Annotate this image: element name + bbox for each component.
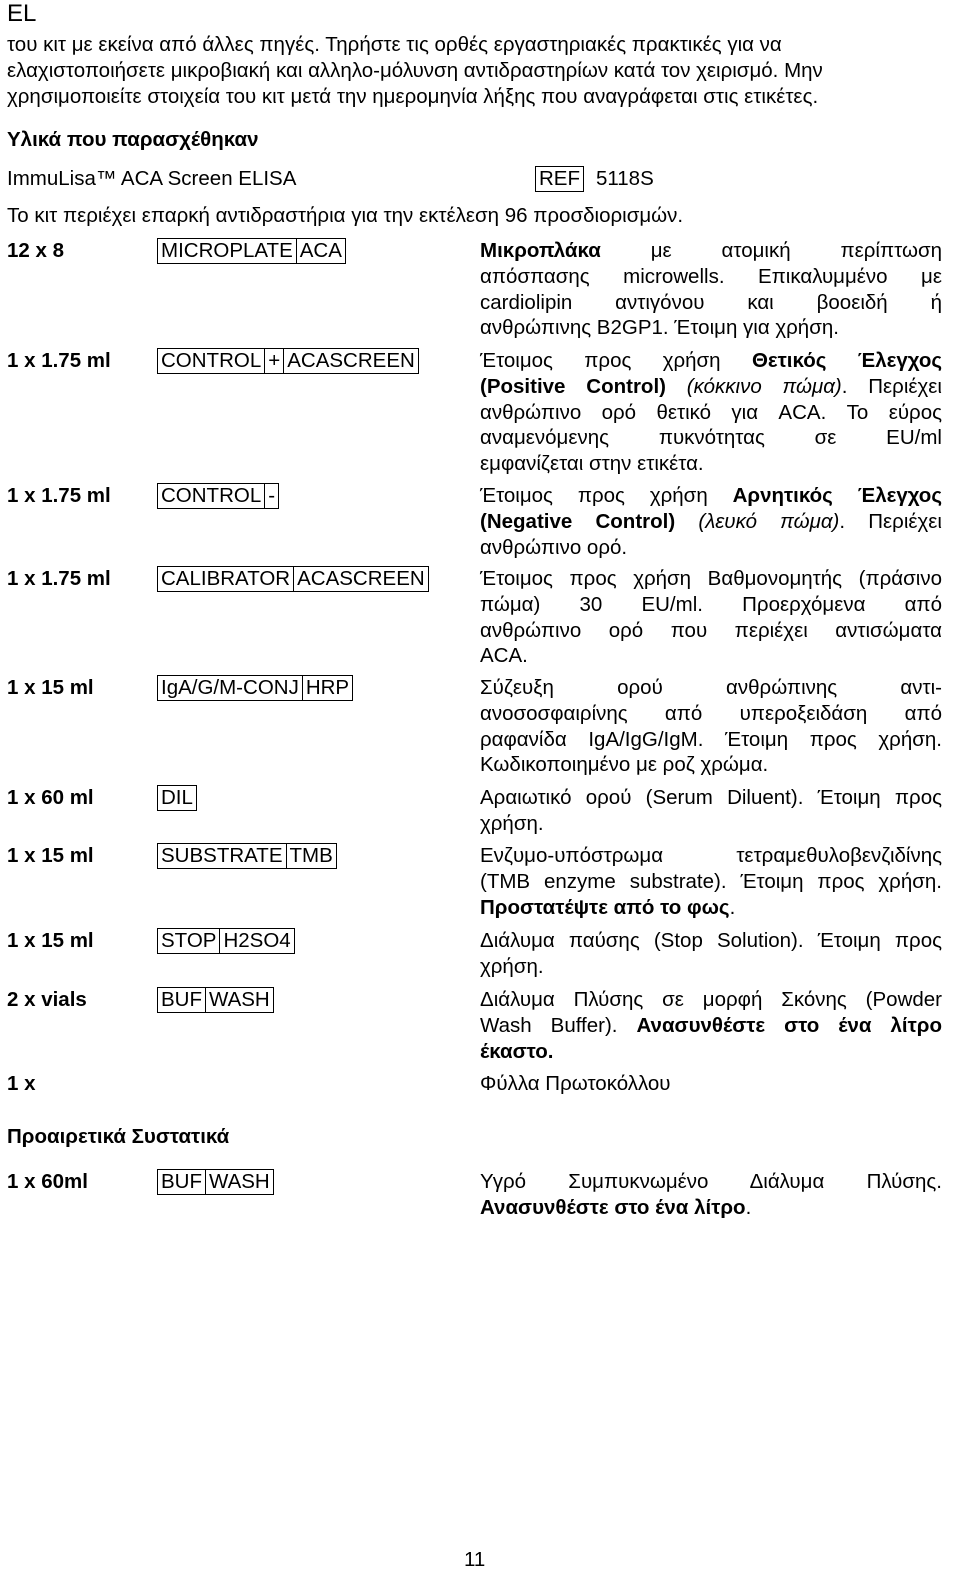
item-quantity: 1 x 1.75 ml xyxy=(7,349,111,372)
label-box: + xyxy=(265,348,284,374)
intro-paragraph xyxy=(7,32,955,110)
desc-bold: έκαστο. xyxy=(480,1039,554,1063)
label-box: DIL xyxy=(157,785,197,811)
label-box: - xyxy=(265,483,279,509)
item-label xyxy=(157,675,353,701)
item-description xyxy=(480,843,942,920)
desc-text: ανθρώπινο ορό. xyxy=(480,535,628,559)
desc-text: Έτοιμος προς χρήση xyxy=(480,484,733,507)
item-label xyxy=(157,348,419,374)
desc-bold: (Negative Control) xyxy=(480,509,676,533)
desc-text: Αραιωτικό ορού (Serum Diluent). Έτοιμη προς xyxy=(480,786,942,809)
item-description xyxy=(480,675,942,778)
desc-text: χρήση. xyxy=(480,811,544,835)
ref-code: 5118S xyxy=(596,167,654,190)
desc-text: Σύζευξη ορού ανθρώπινης αντι- xyxy=(480,676,942,699)
desc-bold: Προστατέψτε από το φως xyxy=(480,895,730,919)
item-description xyxy=(480,566,942,669)
desc-text: ανθρώπινο ορό που περιέχει αντισώματα xyxy=(480,618,942,642)
item-label xyxy=(157,566,429,592)
desc-text: Έτοιμος προς χρήση xyxy=(480,349,752,372)
desc-text: με ατομική περίπτωση xyxy=(600,239,942,262)
item-description xyxy=(480,238,942,341)
item-description xyxy=(480,987,942,1064)
item-label xyxy=(157,928,295,954)
product-line xyxy=(7,166,957,194)
desc-text: Διάλυμα παύσης (Stop Solution). Έτοιμη προς xyxy=(480,929,942,952)
desc-text: Διάλυμα Πλύσης σε μορφή Σκόνης (Powder xyxy=(480,988,942,1011)
desc-text: (TMB enzyme substrate). Έτοιμη προς χρήση. xyxy=(480,869,942,893)
label-box: BUF xyxy=(157,987,206,1013)
language-code: EL xyxy=(7,0,37,27)
desc-text: . Περιέχει xyxy=(839,509,942,533)
desc-text: . xyxy=(745,1195,752,1219)
item-description xyxy=(480,483,942,560)
desc-text: cardiolipin αντιγόνου και βοοειδή ή xyxy=(480,290,942,314)
item-quantity: 1 x 15 ml xyxy=(7,676,94,699)
label-box: ACASCREEN xyxy=(284,348,419,374)
label-box: BUF xyxy=(157,1169,206,1195)
label-box: SUBSTRATE xyxy=(157,843,287,869)
materials-heading: Υλικά που παρασχέθηκαν xyxy=(7,128,259,151)
desc-bold: Θετικός Έλεγχος xyxy=(751,349,942,372)
product-ref xyxy=(535,166,654,192)
item-quantity: 12 x 8 xyxy=(7,239,64,262)
item-label xyxy=(157,987,274,1013)
label-box: H2SO4 xyxy=(220,928,294,954)
item-label xyxy=(157,785,197,811)
label-box: CONTROL xyxy=(157,483,265,509)
item-quantity: 1 x 60 ml xyxy=(7,786,94,809)
kit-contains-text: Το κιτ περιέχει επαρκή αντιδραστήρια για την εκτέλεση 96 προσδιορισμών. xyxy=(7,204,684,227)
item-description xyxy=(480,1169,942,1221)
desc-text: ACA. xyxy=(480,644,528,668)
desc-text: αναμενόμενης πυκνότητας σε EU/ml xyxy=(480,426,942,450)
desc-text: Φύλλα Πρωτοκόλλου xyxy=(480,1072,671,1095)
desc-text: . Περιέχει xyxy=(841,374,942,398)
desc-text: πώμα) 30 EU/ml. Προερχόμενα από xyxy=(480,592,942,616)
label-box: ACA xyxy=(297,238,346,264)
label-box: CONTROL xyxy=(157,348,265,374)
desc-text: Έτοιμος προς χρήση Βαθμονομητής (πράσινο xyxy=(480,567,942,590)
item-quantity: 1 x 1.75 ml xyxy=(7,567,111,590)
item-quantity: 2 x vials xyxy=(7,988,87,1011)
item-description xyxy=(480,1071,942,1097)
item-quantity: 1 x 1.75 ml xyxy=(7,484,111,507)
item-label xyxy=(157,483,279,509)
desc-text: ανοσοσφαιρίνης από υπεροξειδάση από xyxy=(480,701,942,725)
desc-text: Υγρό Συμπυκνωμένο Διάλυμα Πλύσης. xyxy=(480,1170,942,1193)
ref-symbol: REF xyxy=(535,166,584,192)
item-label xyxy=(157,1169,274,1195)
label-box: TMB xyxy=(287,843,337,869)
item-description xyxy=(480,785,942,837)
desc-text: ανθρώπινης B2GP1. Έτοιμη για χρήση. xyxy=(480,316,839,340)
intro-line: του κιτ με εκείνα από άλλες πηγές. Τηρήστε τις ορθές εργαστηριακές πρακτικές για να xyxy=(7,33,782,56)
desc-text: χρήση. xyxy=(480,954,544,978)
item-quantity: 1 x 60ml xyxy=(7,1170,88,1193)
item-quantity: 1 x 15 ml xyxy=(7,844,94,867)
item-label xyxy=(157,843,337,869)
desc-text: ανθρώπινο ορό θετικό για ACA. Το εύρος xyxy=(480,400,942,424)
intro-line: ελαχιστοποιήσετε μικροβιακή και αλληλο-μόλυνση αντιδραστηρίων κατά τον χειρισμό. Μην xyxy=(7,59,823,82)
label-box: CALIBRATOR xyxy=(157,566,294,592)
desc-text: ραφανίδα IgA/IgG/IgM. Έτοιμη προς χρήση. xyxy=(480,727,942,751)
desc-text: . xyxy=(729,895,736,919)
desc-text: απόσπασης microwells. Επικαλυμμένο με xyxy=(480,264,942,288)
label-box: WASH xyxy=(206,1169,274,1195)
item-label xyxy=(157,238,346,264)
label-box: HRP xyxy=(303,675,353,701)
optional-heading: Προαιρετικά Συστατικά xyxy=(7,1125,230,1148)
label-box: ACASCREEN xyxy=(294,566,429,592)
desc-text: Κωδικοποιημένο με ροζ χρώμα. xyxy=(480,753,769,777)
desc-text: εμφανίζεται στην ετικέτα. xyxy=(480,452,704,476)
desc-bold: Αρνητικός Έλεγχος xyxy=(732,484,942,507)
item-quantity: 1 x xyxy=(7,1072,36,1095)
desc-italic: (κόκκινο πώμα) xyxy=(665,374,842,398)
label-box: STOP xyxy=(157,928,220,954)
desc-bold: Μικροπλάκα xyxy=(480,239,601,262)
desc-italic: (λευκό πώμα) xyxy=(675,509,840,533)
desc-text: Ενζυμο-υπόστρωμα τετραμεθυλοβενζιδίνης xyxy=(480,844,942,867)
product-name: ImmuLisa™ ACA Screen ELISA xyxy=(7,167,297,190)
desc-bold: Ανασυνθέστε στο ένα λίτρο xyxy=(480,1195,746,1219)
label-box: IgA/G/M-CONJ xyxy=(157,675,303,701)
page-number: 11 xyxy=(464,1548,486,1571)
label-box: MICROPLATE xyxy=(157,238,297,264)
label-box: WASH xyxy=(206,987,274,1013)
desc-bold: (Positive Control) xyxy=(480,374,666,398)
desc-bold: Ανασυνθέστε στο ένα λίτρο xyxy=(636,1013,942,1037)
desc-text: Wash Buffer). xyxy=(480,1013,637,1037)
item-description xyxy=(480,348,942,477)
item-description xyxy=(480,928,942,980)
intro-line: χρησιμοποιείτε στοιχεία του κιτ μετά την ημερομηνία λήξης που αναγράφεται στις ετικέτες. xyxy=(7,85,819,108)
item-quantity: 1 x 15 ml xyxy=(7,929,94,952)
